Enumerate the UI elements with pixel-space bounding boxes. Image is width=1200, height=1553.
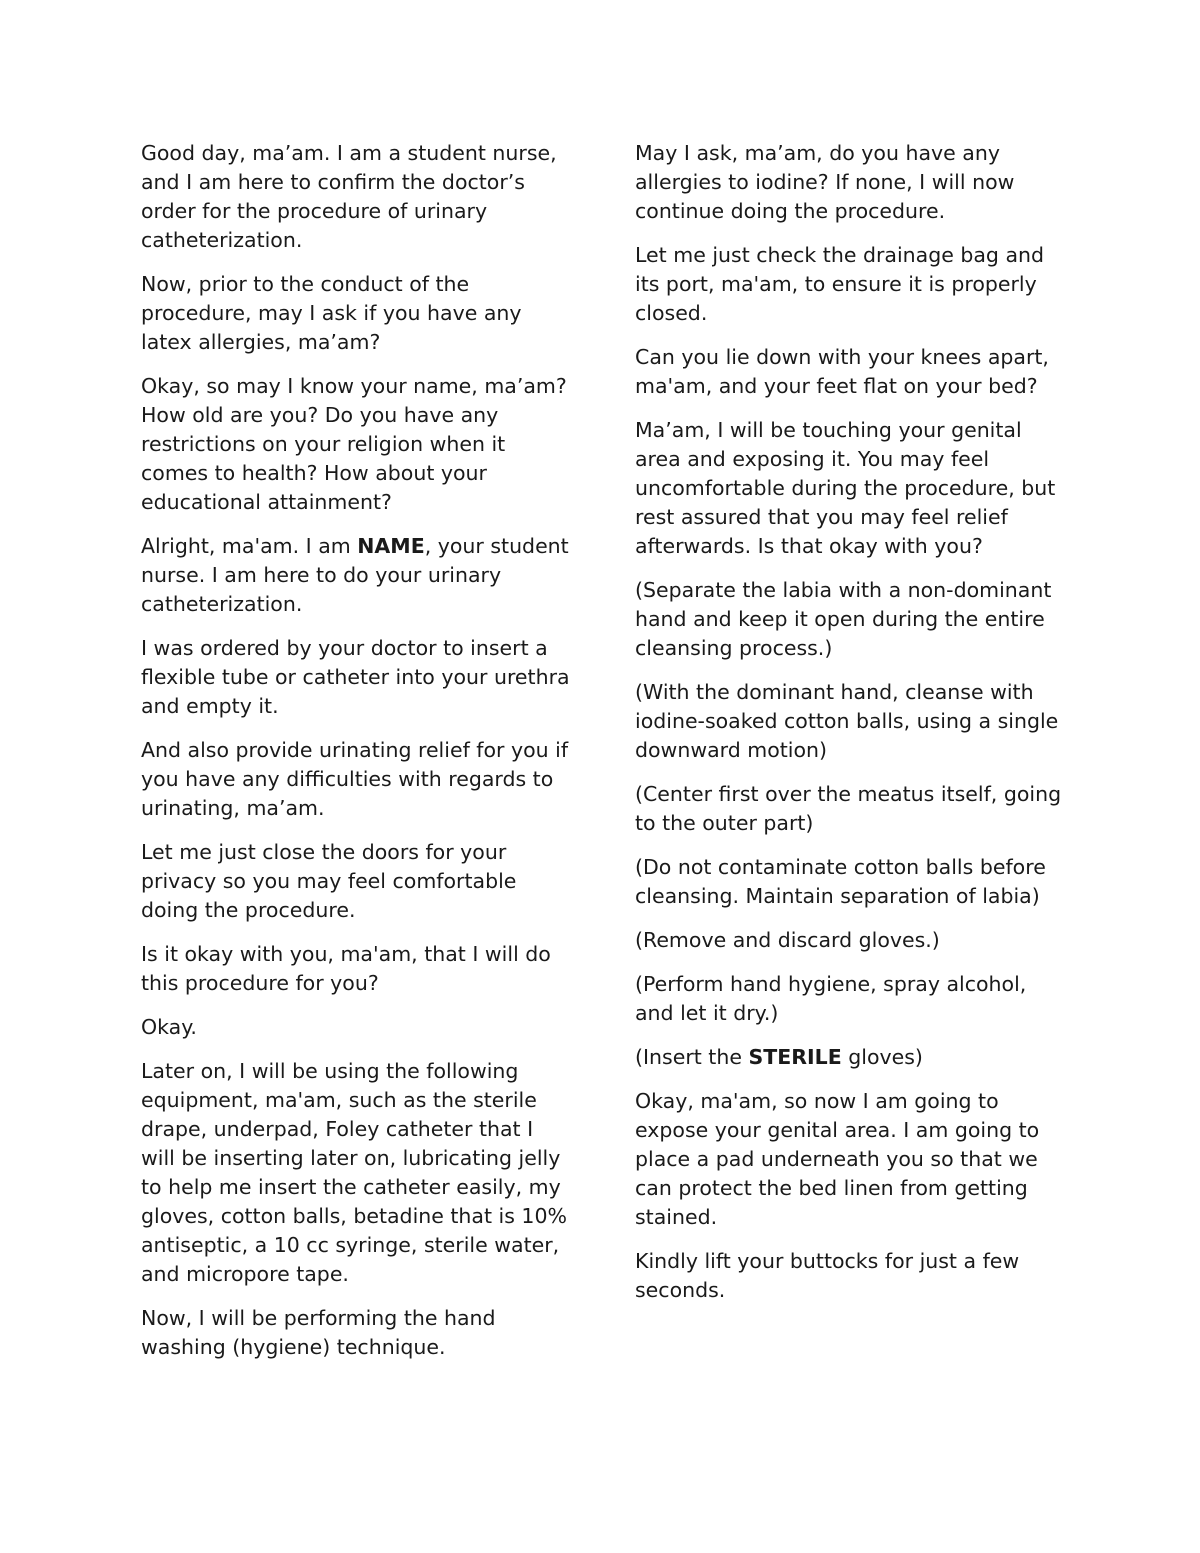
paragraph-exposure: Ma’am, I will be touching your genital area and exposing it. You may feel uncomfortable during the procedure, but rest assured that you may feel relief afterwards. Is that okay with you? xyxy=(635,418,1056,558)
left-column xyxy=(141,139,571,1377)
introduction-text-start: Alright, ma'am. I am xyxy=(141,534,358,558)
paragraph-relief: And also provide urinating relief for you if you have any difficulties with regards to urinating, ma’am. xyxy=(141,738,569,820)
paragraph-position: Can you lie down with your knees apart, ma'am, and your feet flat on your bed? xyxy=(635,345,1049,398)
introduction-text-end: , your student nurse. I am here to do your urinary catheterization. xyxy=(141,534,569,616)
paragraph-cleanse: (With the dominant hand, cleanse with iodine-soaked cotton balls, using a single downward motion) xyxy=(635,680,1059,762)
paragraph-patient-info: Okay, so may I know your name, ma’am? How old are you? Do you have any restrictions on your religion when it comes to health? How about your educational attainment? xyxy=(141,374,567,514)
introduction-name-bold: NAME xyxy=(357,534,425,558)
paragraph-separate-labia: (Separate the labia with a non-dominant hand and keep it open during the entire cleansing process.) xyxy=(635,578,1052,660)
paragraph-order: I was ordered by your doctor to insert a flexible tube or catheter into your urethra and empty it. xyxy=(141,636,570,718)
paragraph-latex-allergy: Now, prior to the conduct of the procedure, may I ask if you have any latex allergies, ma’am? xyxy=(141,272,522,354)
paragraph-hand-hygiene: (Perform hand hygiene, spray alcohol, and let it dry.) xyxy=(635,972,1027,1025)
paragraph-place-pad: Okay, ma'am, so now I am going to expose your genital area. I am going to place a pad underneath you so that we can protect the bed linen from getting stained. xyxy=(635,1089,1040,1229)
paragraph-privacy: Let me just close the doors for your privacy so you may feel comfortable doing the procedure. xyxy=(141,840,517,922)
paragraph-lift-buttocks: Kindly lift your buttocks for just a few seconds. xyxy=(635,1249,1020,1302)
paragraph-introduction xyxy=(141,532,571,619)
sterile-gloves-text-end: gloves) xyxy=(841,1045,923,1069)
sterile-bold: STERILE xyxy=(748,1045,842,1069)
paragraph-equipment: Later on, I will be using the following equipment, ma'am, such as the sterile drape, underpad, Foley catheter that I will be inserting later on, lubricating jelly to help me insert the catheter easily, my gloves, cotton balls, betadine that is 10% antiseptic, a 10 cc syringe, sterile water, and micropore tape. xyxy=(141,1059,567,1286)
paragraph-okay: Okay. xyxy=(141,1015,197,1039)
right-column xyxy=(635,139,1065,1320)
sterile-gloves-text-start: (Insert the xyxy=(635,1045,749,1069)
paragraph-hand-washing: Now, I will be performing the hand washing (hygiene) technique. xyxy=(141,1306,496,1359)
paragraph-consent: Is it okay with you, ma'am, that I will do this procedure for you? xyxy=(141,942,551,995)
paragraph-no-contamination: (Do not contaminate cotton balls before cleansing. Maintain separation of labia) xyxy=(635,855,1046,908)
paragraph-remove-gloves: (Remove and discard gloves.) xyxy=(635,928,940,952)
paragraph-center-meatus: (Center first over the meatus itself, going to the outer part) xyxy=(635,782,1062,835)
paragraph-greeting: Good day, ma’am. I am a student nurse, and I am here to confirm the doctor’s order for the procedure of urinary catheterization. xyxy=(141,141,557,252)
paragraph-drainage-bag: Let me just check the drainage bag and its port, ma'am, to ensure it is properly closed. xyxy=(635,243,1045,325)
paragraph-sterile-gloves xyxy=(635,1043,1065,1072)
paragraph-iodine-allergy: May I ask, ma’am, do you have any allergies to iodine? If none, I will now continue doing the procedure. xyxy=(635,141,1015,223)
